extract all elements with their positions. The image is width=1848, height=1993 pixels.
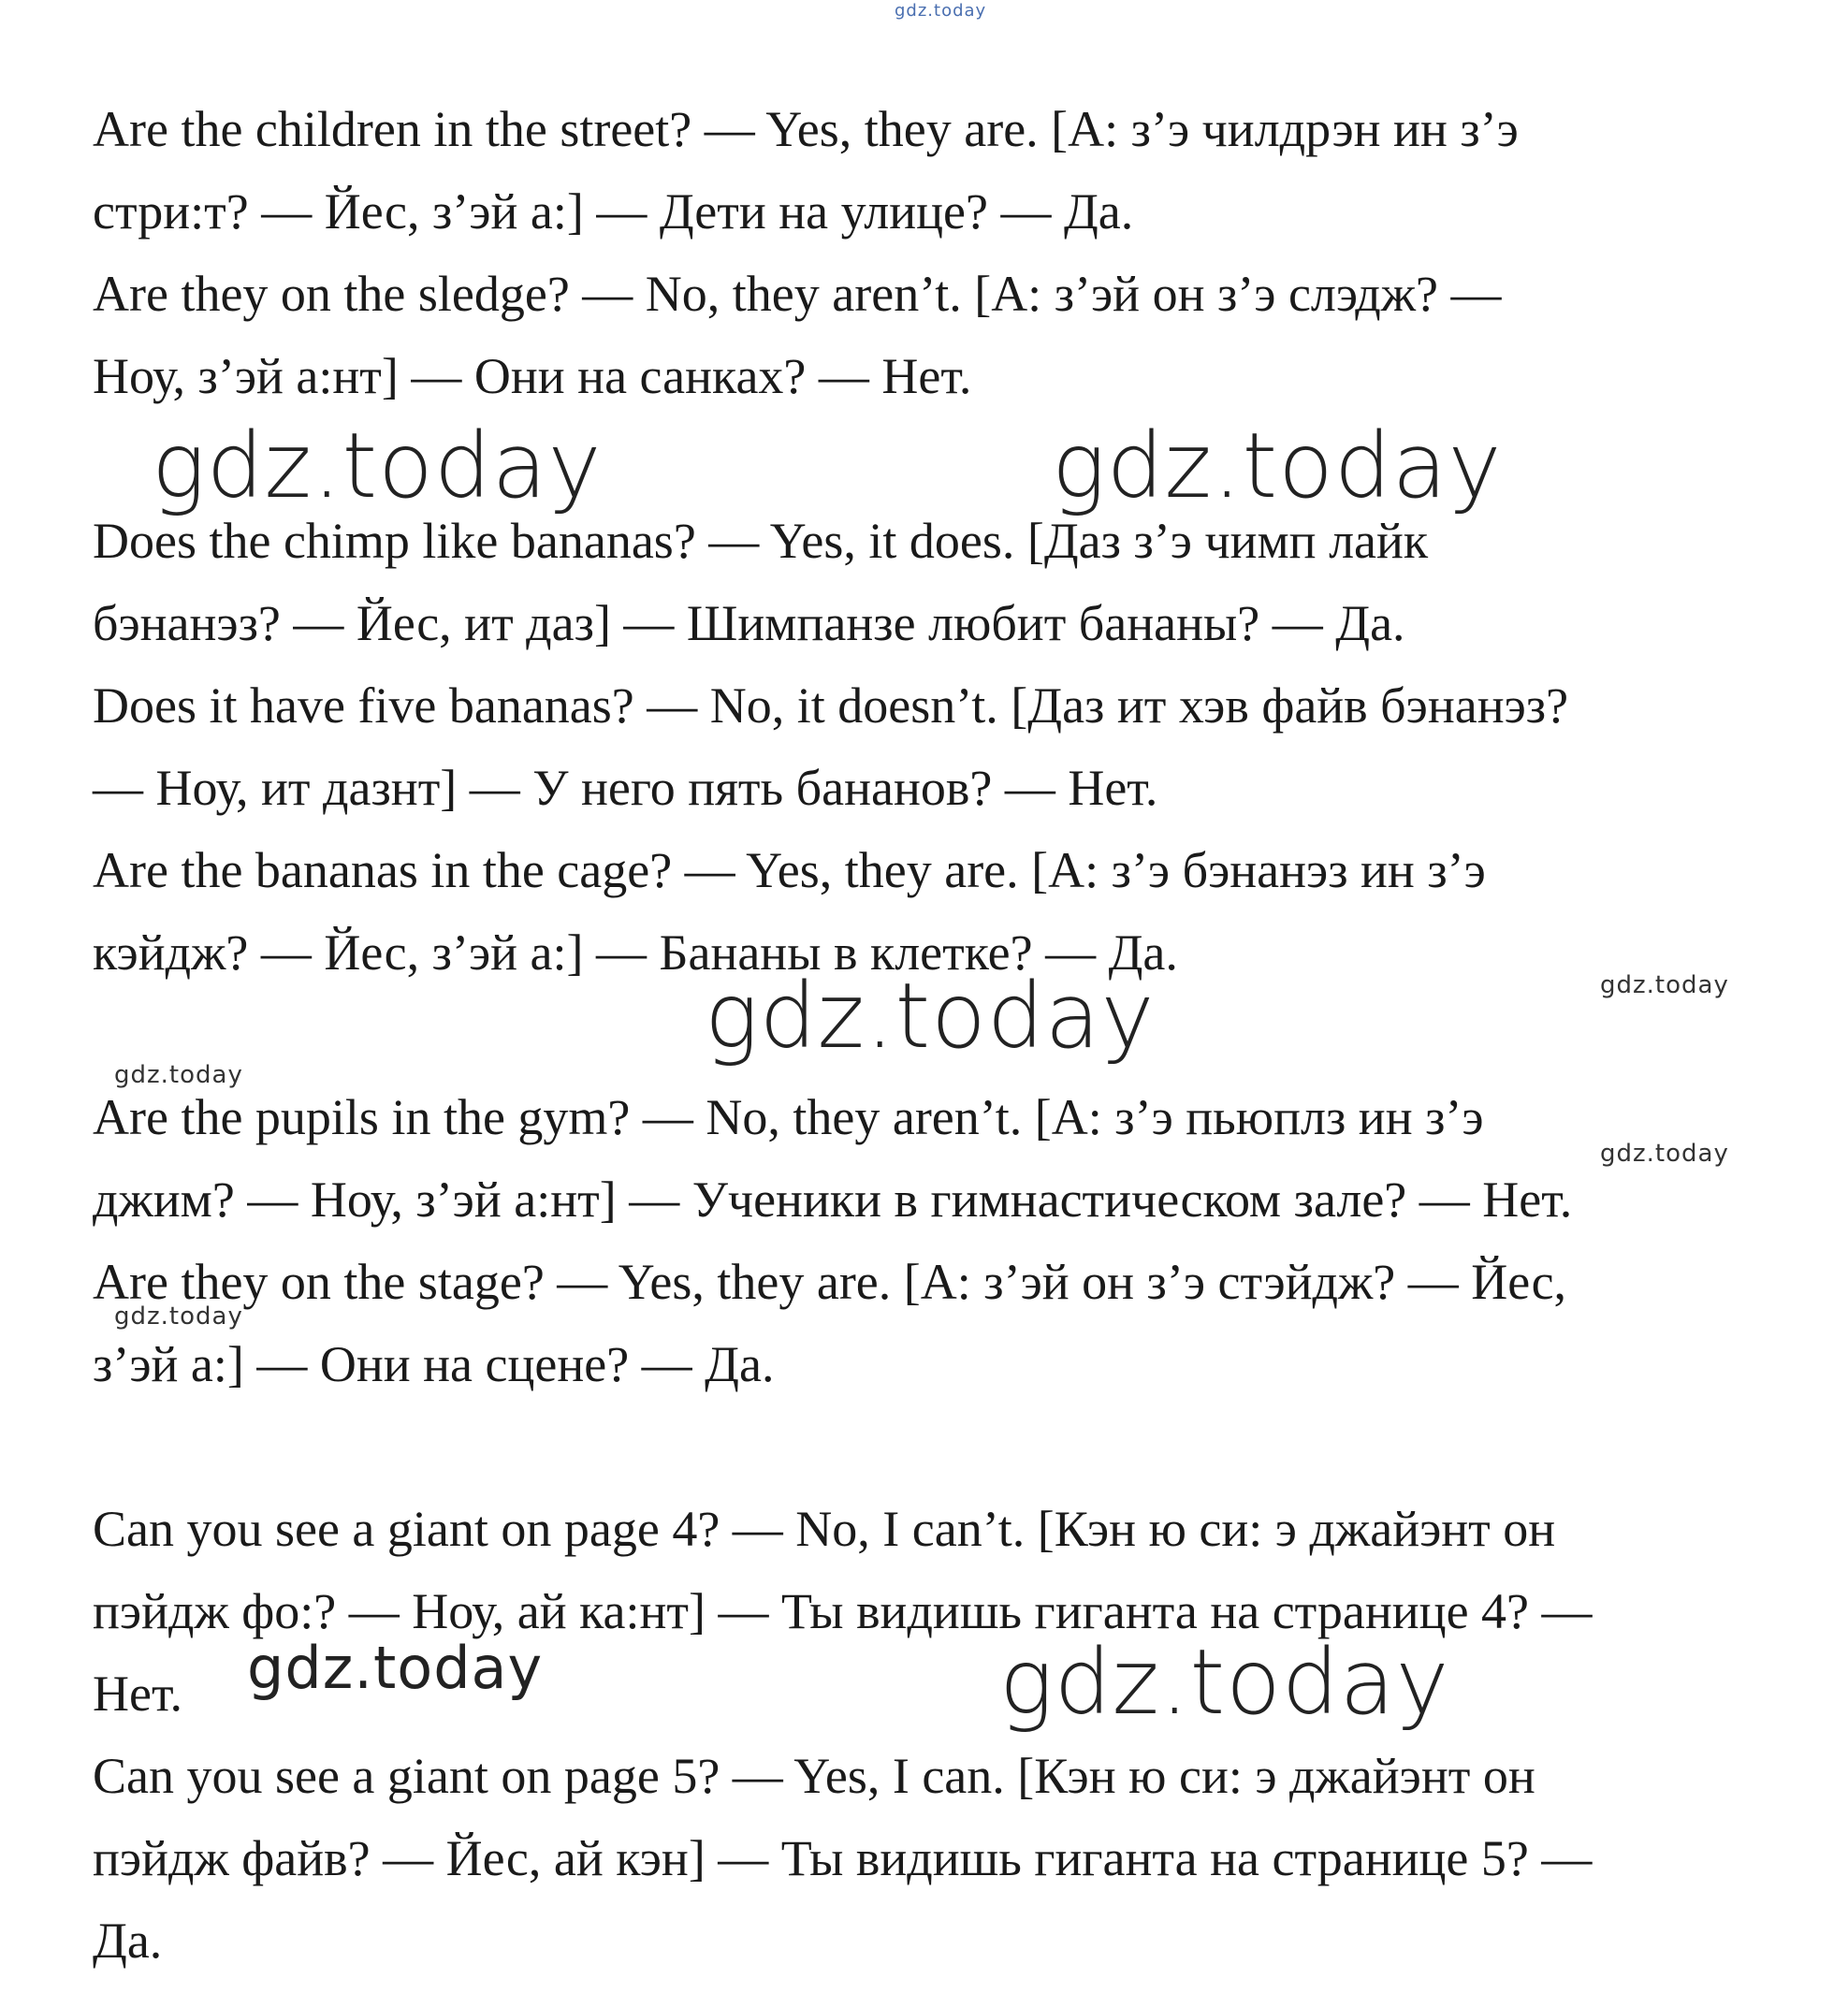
text-line: джим? — Ноу, з’эй а:нт] — Ученики в гимнастическом зале? — Нет. — [93, 1171, 1573, 1228]
watermark: gdz.today — [114, 1302, 243, 1331]
watermark: gdz.today — [114, 1061, 243, 1089]
text-line: пэйдж файв? — Йес, ай кэн] — Ты видишь гиганта на странице 5? — — [93, 1830, 1593, 1886]
text-line: Does the chimp like bananas? — Yes, it does. [Даз з’э чимп лайк — [93, 513, 1429, 569]
text-line: Are the children in the street? — Yes, they are. [А: з’э чилдрэн ин з’э — [93, 101, 1519, 157]
watermark: gdz.today — [1600, 971, 1729, 999]
text-line: — Ноу, ит дазнт] — У него пять бананов? — Нет. — [93, 760, 1158, 816]
text-line: Are they on the sledge? — No, they aren’t. [А: з’эй он з’э слэдж? — — [93, 266, 1502, 322]
text-line: Are they on the stage? — Yes, they are. [А: з’эй он з’э стэйдж? — Йес, — [93, 1254, 1567, 1310]
text-line: Are the pupils in the gym? — No, they aren’t. [А: з’э пьюплз ин з’э — [93, 1089, 1484, 1145]
watermark: gdz.today — [1600, 1140, 1729, 1168]
watermark: gdz.today — [705, 964, 1156, 1069]
watermark-top: gdz.today — [895, 1, 987, 21]
text-line: кэйдж? — Йес, з’эй а:] — Бананы в клетке? — Да. — [93, 924, 1178, 981]
watermark: gdz.today — [152, 414, 603, 518]
watermark: gdz.today — [247, 1634, 544, 1702]
watermark: gdz.today — [999, 1630, 1450, 1735]
text-line: пэйдж фо:? — Ноу, ай ка:нт] — Ты видишь гиганта на странице 4? — — [93, 1583, 1593, 1639]
text-line: з’эй а:] — Они на сцене? — Да. — [93, 1336, 775, 1392]
text-line: Can you see a giant on page 4? — No, I can’t. [Кэн ю си: э джайэнт он — [93, 1501, 1556, 1557]
text-line: Ноу, з’эй а:нт] — Они на санках? — Нет. — [93, 348, 972, 404]
text-line: Да. — [93, 1913, 163, 1969]
text-line: бэнанэз? — Йес, ит даз] — Шимпанзе любит бананы? — Да. — [93, 595, 1405, 651]
text-line: стри:т? — Йес, з’эй а:] — Дети на улице? — Да. — [93, 183, 1134, 240]
text-line: Are the bananas in the cage? — Yes, they are. [А: з’э бэнанэз ин з’э — [93, 842, 1486, 898]
watermark: gdz.today — [1052, 414, 1503, 518]
text-line: Does it have five bananas? — No, it doesn’t. [Даз ит хэв файв бэнанэз? — [93, 677, 1569, 734]
text-line: Нет. — [93, 1666, 183, 1722]
text-line: Can you see a giant on page 5? — Yes, I can. [Кэн ю си: э джайэнт он — [93, 1748, 1535, 1804]
